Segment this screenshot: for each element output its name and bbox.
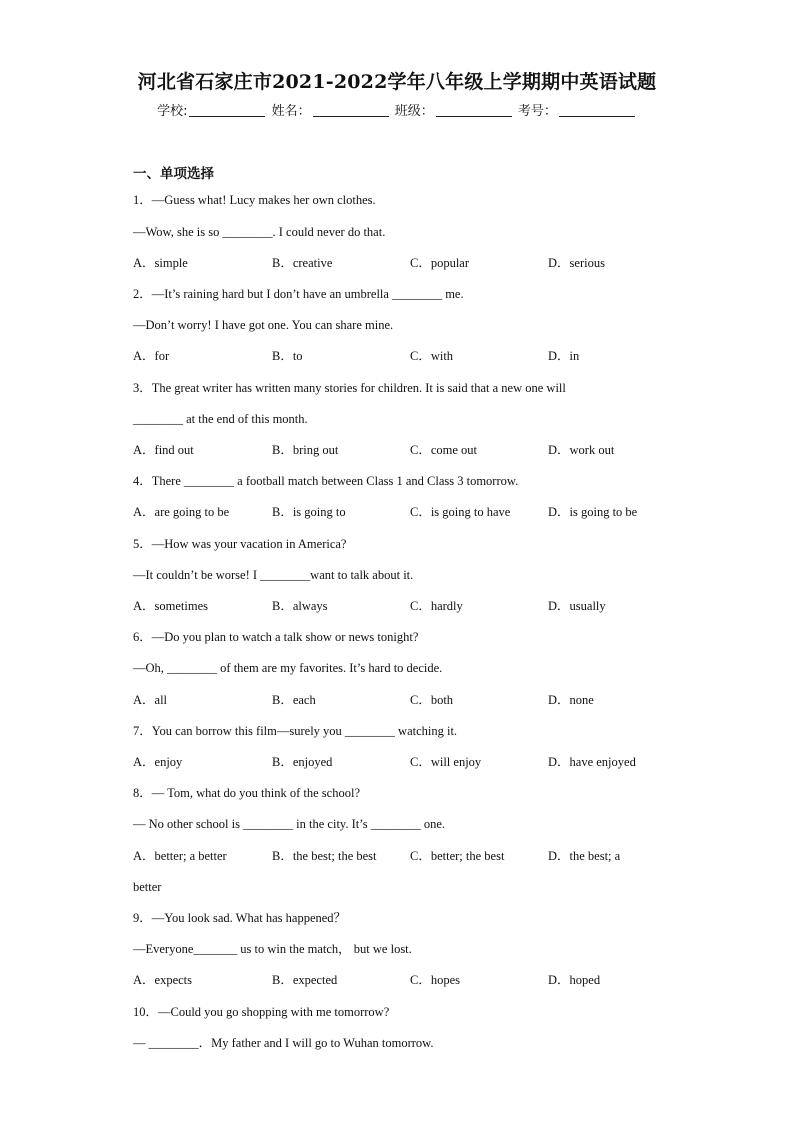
question-8-line-2: — No other school is ________ in the city. It’s ________ one.: [133, 817, 446, 831]
number-label: 考号：: [517, 104, 557, 119]
option-b[interactable]: B．creative: [272, 256, 333, 270]
option-b[interactable]: B．expected: [272, 973, 338, 987]
question-8-options: [133, 846, 673, 866]
question-3-options: [133, 440, 673, 460]
option-a[interactable]: A．sometimes: [133, 599, 208, 613]
option-c[interactable]: C．popular: [410, 256, 470, 270]
name-blank[interactable]: [313, 102, 389, 117]
question-3-line-2: ________ at the end of this month.: [133, 412, 308, 426]
class-label: 班级：: [394, 104, 434, 119]
question-9-line-1: 9．—You look sad. What has happened？: [133, 911, 347, 925]
option-d[interactable]: D．have enjoyed: [548, 755, 636, 769]
question-6-options: [133, 690, 673, 710]
question-6-line-1: 6．—Do you plan to watch a talk show or news tonight?: [133, 630, 419, 644]
section-title: 一、单项选择: [133, 166, 214, 182]
option-c[interactable]: C．better; the best: [410, 849, 505, 863]
option-d[interactable]: D．serious: [548, 256, 605, 270]
question-7-line-1: 7．You can borrow this film—surely you ________ watching it.: [133, 724, 458, 738]
option-d[interactable]: D．none: [548, 693, 594, 707]
question-4-line-1: 4．There ________ a football match between Class 1 and Class 3 tomorrow.: [133, 474, 519, 488]
question-5-line-1: 5．—How was your vacation in America?: [133, 537, 347, 551]
option-c[interactable]: C．is going to have: [410, 505, 511, 519]
option-a[interactable]: A．for: [133, 349, 170, 363]
school-label: 学校:: [157, 104, 188, 119]
option-a[interactable]: A．are going to be: [133, 505, 230, 519]
option-b[interactable]: B．enjoyed: [272, 755, 333, 769]
question-2-line-2: —Don’t worry! I have got one. You can share mine.: [133, 318, 394, 332]
question-9-line-2: —Everyone_______ us to win the match， but we lost.: [133, 942, 412, 956]
question-5-line-2: —It couldn’t be worse! I ________want to talk about it.: [133, 568, 414, 582]
question-1-options: [133, 253, 673, 273]
question-1-line-2: —Wow, she is so ________. I could never do that.: [133, 225, 386, 239]
option-d[interactable]: D．usually: [548, 599, 606, 613]
question-1-line-1: 1．—Guess what! Lucy makes her own clothes.: [133, 193, 376, 207]
number-blank[interactable]: [559, 102, 635, 117]
option-a[interactable]: A．better; a better: [133, 849, 227, 863]
question-5-options: [133, 596, 673, 616]
student-info-row: [0, 102, 794, 122]
question-7-options: [133, 752, 673, 772]
option-d[interactable]: D．hoped: [548, 973, 601, 987]
option-a[interactable]: A．expects: [133, 973, 193, 987]
option-a[interactable]: A．simple: [133, 256, 188, 270]
option-a[interactable]: A．enjoy: [133, 755, 183, 769]
school-blank[interactable]: [189, 102, 265, 117]
question-10-line-1: 10．—Could you go shopping with me tomorrow?: [133, 1005, 390, 1019]
class-blank[interactable]: [436, 102, 512, 117]
question-3-line-1: 3．The great writer has written many stories for children. It is said that a new one will: [133, 381, 566, 395]
question-10-line-2: — ________．My father and I will go to Wuhan tomorrow.: [133, 1036, 434, 1050]
question-9-options: [133, 970, 673, 990]
option-c[interactable]: C．both: [410, 693, 454, 707]
option-b[interactable]: B．to: [272, 349, 303, 363]
question-4-options: [133, 502, 673, 522]
option-c[interactable]: C．come out: [410, 443, 478, 457]
option-b[interactable]: B．the best; the best: [272, 849, 377, 863]
option-c[interactable]: C．with: [410, 349, 454, 363]
question-2-options: [133, 346, 673, 366]
option-b[interactable]: B．always: [272, 599, 328, 613]
option-b[interactable]: B．is going to: [272, 505, 346, 519]
name-label: 姓名：: [271, 104, 311, 119]
option-c[interactable]: C．will enjoy: [410, 755, 482, 769]
option-c[interactable]: C．hopes: [410, 973, 461, 987]
option-a[interactable]: A．find out: [133, 443, 194, 457]
question-8-option-wrap: better: [133, 880, 162, 894]
option-d[interactable]: D．work out: [548, 443, 615, 457]
option-d[interactable]: D．the best; a: [548, 849, 621, 863]
page-title: 河北省石家庄市2021-2022学年八年级上学期期中英语试题: [137, 71, 657, 93]
option-c[interactable]: C．hardly: [410, 599, 463, 613]
question-6-line-2: —Oh, ________ of them are my favorites. It’s hard to decide.: [133, 661, 443, 675]
question-8-line-1: 8．— Tom, what do you think of the school?: [133, 786, 360, 800]
option-b[interactable]: B．bring out: [272, 443, 339, 457]
option-d[interactable]: D．in: [548, 349, 580, 363]
option-b[interactable]: B．each: [272, 693, 316, 707]
question-2-line-1: 2．—It’s raining hard but I don’t have an umbrella ________ me.: [133, 287, 464, 301]
option-d[interactable]: D．is going to be: [548, 505, 638, 519]
option-a[interactable]: A．all: [133, 693, 168, 707]
